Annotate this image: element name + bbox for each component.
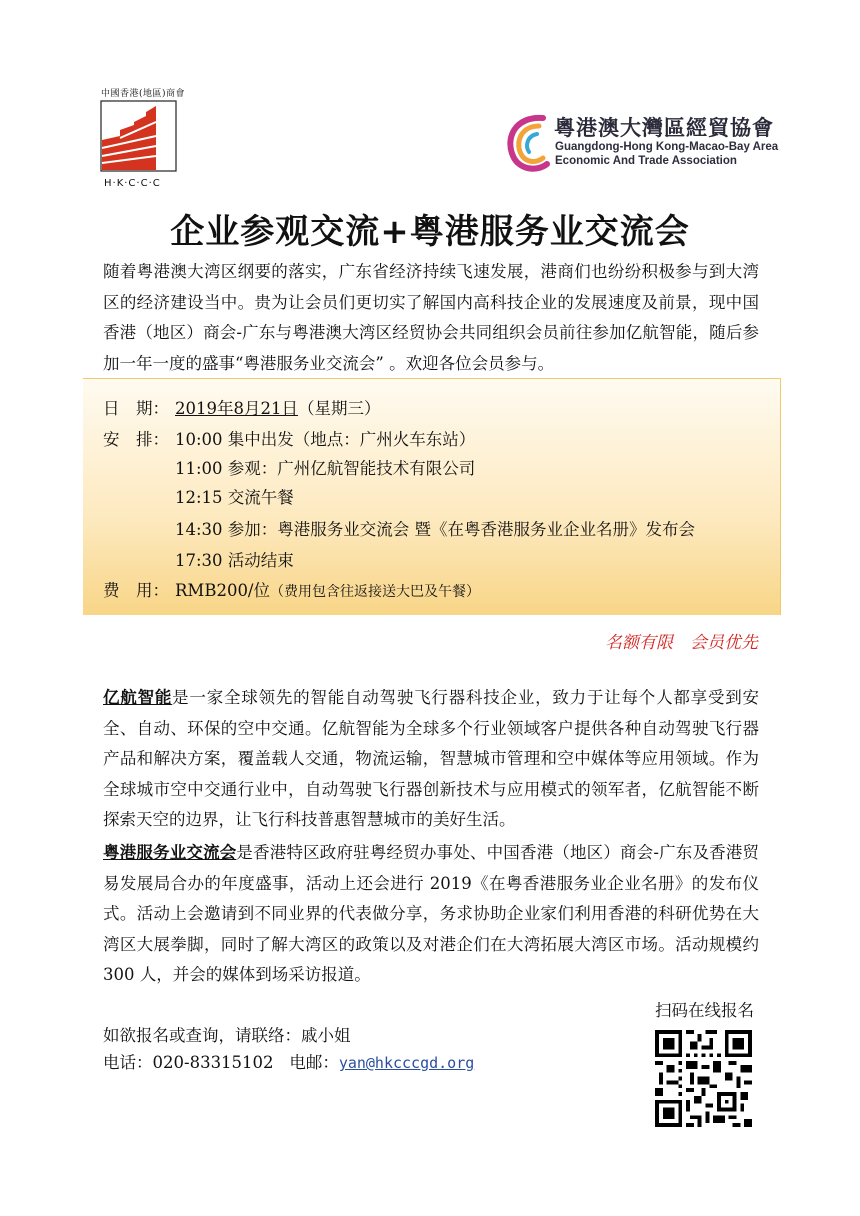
association-name-en-line2: Economic And Trade Association bbox=[555, 155, 737, 167]
association-logo-icon bbox=[503, 112, 551, 174]
date-label: 日 期： bbox=[103, 399, 169, 418]
email-link[interactable]: yan@hkcccgd.org bbox=[338, 1054, 475, 1072]
qr-code-icon[interactable] bbox=[655, 1030, 752, 1127]
schedule-item: 14:30 参加：粤港服务业交流会 暨《在粤香港服务业企业名册》发布会 bbox=[175, 520, 696, 539]
schedule-item: 17:30 活动结束 bbox=[175, 551, 294, 570]
phone-label: 电话： bbox=[103, 1053, 153, 1072]
limited-seats-notice: 名额有限 会员优先 bbox=[605, 633, 758, 653]
ehang-description bbox=[103, 683, 759, 836]
intro-paragraph: 随着粤港澳大湾区纲要的落实，广东省经济持续飞速发展，港商们也纷纷积极参与到大湾区的经济建设当中。贵为让会员们更切实了解国内高科技企业的发展速度及前景，现中国香港（地区）商会-广东与粤港澳大湾区经贸协会共同组织会员前往参加亿航智能，随后参加一年一度的盛事“粤港服务业交流会” 。欢迎各位会员参与。 bbox=[103, 262, 759, 373]
phone-number: 020-83315102 bbox=[152, 1053, 274, 1072]
fee-note: （费用包含往返接送大巴及午餐） bbox=[270, 584, 480, 600]
arrange-label: 安 排： bbox=[103, 430, 169, 449]
hkccc-logo-icon bbox=[100, 100, 177, 172]
exchange-description bbox=[103, 838, 759, 991]
hkccc-logo-caption: 中國香港(地區)商會 bbox=[101, 89, 186, 99]
schedule-item: 10:00 集中出发（地点：广州火车东站） bbox=[175, 430, 476, 449]
association-name-en bbox=[555, 140, 778, 168]
email-label: 电邮： bbox=[289, 1053, 339, 1072]
association-name-cn: 粵港澳大灣區經貿協會 bbox=[554, 115, 774, 140]
fee-label: 费 用： bbox=[103, 581, 169, 600]
scan-register-label: 扫码在线报名 bbox=[655, 1001, 754, 1020]
ehang-text: 是一家全球领先的智能自动驾驶飞行器科技企业，致力于让每个人都享受到安全、自动、环保的空中交通。亿航智能为全球多个行业领域客户提供各种自动驾驶飞行器产品和解决方案，覆盖载人交通，物流运输，智慧城市管理和空中媒体等应用领域。作为全球城市空中交通行业中，自动驾驶飞行器创新技术与应用模式的领军者，亿航智能不断探索天空的边界，让飞行科技普惠智慧城市的美好生活。 bbox=[103, 688, 760, 829]
schedule-item: 11:00 参观：广州亿航智能技术有限公司 bbox=[175, 459, 476, 478]
exchange-keyword: 粤港服务业交流会 bbox=[103, 843, 237, 862]
exchange-text: 是香港特区政府驻粤经贸办事处、中国香港（地区）商会-广东及香港贸易发展局合办的年度盛事，活动上还会进行 2019《在粤香港服务业企业名册》的发布仪式。活动上会邀请到不同业界的代表做分享，务求协助企业家们利用香港的科研优势在大湾区大展拳脚，同时了解大湾区的政策以及对港企们在大湾拓展大湾区市场。活动规模约 300 人，并会的媒体到场采访报道。 bbox=[103, 843, 759, 984]
hkccc-logo-initials: H·K·C·C·C bbox=[104, 178, 161, 189]
ehang-keyword: 亿航智能 bbox=[103, 688, 173, 707]
schedule-fee-row bbox=[103, 579, 480, 604]
date-weekday: （星期三） bbox=[298, 399, 381, 418]
contact-details bbox=[103, 1049, 474, 1073]
schedule-row bbox=[103, 428, 475, 452]
contact-line: 如欲报名或查询，请联络：戚小姐 bbox=[103, 1026, 351, 1045]
fee-value: RMB200/位 bbox=[175, 581, 270, 600]
schedule-date-row bbox=[103, 397, 381, 421]
page-title: 企业参观交流+粤港服务业交流会 bbox=[170, 212, 690, 252]
date-value: 2019年8月21日 bbox=[175, 399, 298, 418]
schedule-item: 12:15 交流午餐 bbox=[175, 488, 294, 507]
association-name-en-line1: Guangdong-Hong Kong-Macao-Bay Area bbox=[555, 141, 779, 153]
